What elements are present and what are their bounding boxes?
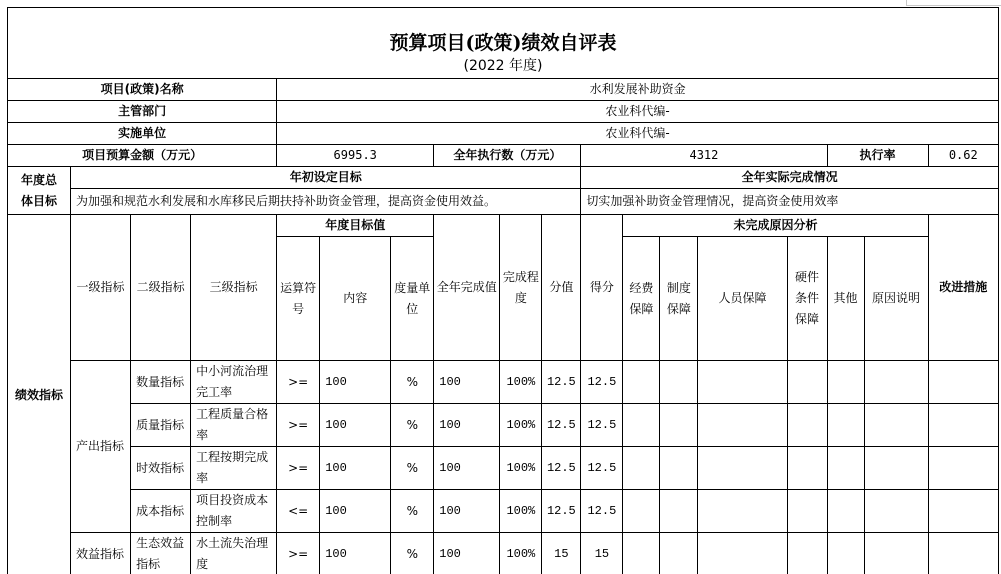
header-completion: 完成程度 [500, 215, 542, 361]
actual-goal-header: 全年实际完成情况 [581, 167, 999, 189]
empty-cell[interactable] [864, 404, 928, 447]
value-cell[interactable]: 100 [434, 490, 500, 533]
table-row [8, 404, 999, 447]
score-value-cell[interactable]: 15 [542, 533, 581, 574]
header-improve: 改进措施 [928, 215, 998, 361]
header-annual-target: 年度目标值 [277, 215, 434, 237]
level3-cell[interactable]: 中小河流治理完工率 [191, 361, 277, 404]
content-cell[interactable]: 100 [320, 361, 391, 404]
level2-cell[interactable]: 生态效益指标 [131, 533, 191, 574]
evaluation-form [7, 7, 999, 574]
cell-selection-corner [906, 0, 1001, 6]
header-reason-desc: 原因说明 [864, 237, 928, 361]
exec-rate-value[interactable]: 0.62 [928, 145, 998, 167]
completion-cell[interactable]: 100% [500, 447, 542, 490]
project-name-value[interactable]: 水利发展补助资金 [277, 79, 999, 101]
table-row [8, 490, 999, 533]
value-cell[interactable]: 100 [434, 533, 500, 574]
value-cell[interactable]: 100 [434, 361, 500, 404]
empty-cell[interactable] [698, 447, 787, 490]
completion-cell[interactable]: 100% [500, 490, 542, 533]
level1-output[interactable]: 产出指标 [71, 361, 131, 533]
page-title: 预算项目(政策)绩效自评表 [8, 8, 999, 55]
operator-cell[interactable]: >= [277, 533, 320, 574]
level1-benefit[interactable]: 效益指标 [71, 533, 131, 574]
score-value-cell[interactable]: 12.5 [542, 361, 581, 404]
score-cell[interactable]: 15 [581, 533, 623, 574]
empty-cell[interactable] [928, 361, 998, 404]
empty-cell[interactable] [660, 404, 698, 447]
unit-cell[interactable]: % [391, 533, 434, 574]
content-cell[interactable]: 100 [320, 533, 391, 574]
score-cell[interactable]: 12.5 [581, 447, 623, 490]
header-level3: 三级指标 [191, 215, 277, 361]
score-cell[interactable]: 12.5 [581, 490, 623, 533]
empty-cell[interactable] [660, 361, 698, 404]
operator-cell[interactable]: >= [277, 447, 320, 490]
empty-cell[interactable] [660, 447, 698, 490]
header-unit: 度量单位 [391, 237, 434, 361]
unit-cell[interactable]: % [391, 490, 434, 533]
level2-cell[interactable]: 质量指标 [131, 404, 191, 447]
header-reasons: 未完成原因分析 [623, 215, 928, 237]
exec-amount-value[interactable]: 4312 [581, 145, 827, 167]
header-hardware: 硬件条件保障 [787, 237, 827, 361]
dept-label: 主管部门 [8, 101, 277, 123]
sheet-top-margin [0, 0, 1001, 7]
completion-cell[interactable]: 100% [500, 404, 542, 447]
unit-cell[interactable]: % [391, 361, 434, 404]
empty-cell[interactable] [928, 533, 998, 574]
empty-cell[interactable] [928, 447, 998, 490]
empty-cell[interactable] [787, 404, 827, 447]
header-other: 其他 [827, 237, 864, 361]
empty-cell[interactable] [864, 361, 928, 404]
empty-cell[interactable] [698, 361, 787, 404]
level2-cell[interactable]: 数量指标 [131, 361, 191, 404]
empty-cell[interactable] [827, 533, 864, 574]
budget-label: 项目预算金额（万元） [8, 145, 277, 167]
exec-rate-label: 执行率 [827, 145, 928, 167]
annual-goal-label-line1: 年度总 [21, 172, 58, 187]
planned-goal-header: 年初设定目标 [71, 167, 581, 189]
operator-cell[interactable]: <= [277, 490, 320, 533]
annual-goal-label-line2: 体目标 [21, 193, 58, 208]
dept-value[interactable]: 农业科代编- [277, 101, 999, 123]
header-system: 制度保障 [660, 237, 698, 361]
unit-cell[interactable]: % [391, 404, 434, 447]
content-cell[interactable]: 100 [320, 404, 391, 447]
empty-cell[interactable] [698, 404, 787, 447]
level3-cell[interactable]: 工程按期完成率 [191, 447, 277, 490]
operator-cell[interactable]: >= [277, 361, 320, 404]
header-personnel: 人员保障 [698, 237, 787, 361]
actual-goal-text[interactable]: 切实加强补助资金管理情况，提高资金使用效率 [581, 189, 999, 215]
project-name-label: 项目(政策)名称 [8, 79, 277, 101]
empty-cell[interactable] [864, 490, 928, 533]
empty-cell[interactable] [698, 490, 787, 533]
empty-cell[interactable] [660, 490, 698, 533]
empty-cell[interactable] [698, 533, 787, 574]
evaluation-table [7, 7, 999, 574]
empty-cell[interactable] [787, 490, 827, 533]
empty-cell[interactable] [827, 361, 864, 404]
empty-cell[interactable] [864, 447, 928, 490]
fiscal-year: (2022 年度) [8, 54, 999, 79]
score-value-cell[interactable]: 12.5 [542, 490, 581, 533]
header-score-value: 分值 [542, 215, 581, 361]
header-score: 得分 [581, 215, 623, 361]
empty-cell[interactable] [787, 533, 827, 574]
level2-cell[interactable]: 时效指标 [131, 447, 191, 490]
completion-cell[interactable]: 100% [500, 361, 542, 404]
empty-cell[interactable] [623, 404, 660, 447]
empty-cell[interactable] [827, 447, 864, 490]
empty-cell[interactable] [827, 404, 864, 447]
score-value-cell[interactable]: 12.5 [542, 447, 581, 490]
unit-cell[interactable]: % [391, 447, 434, 490]
empty-cell[interactable] [787, 447, 827, 490]
value-cell[interactable]: 100 [434, 447, 500, 490]
header-operator: 运算符号 [277, 237, 320, 361]
header-content: 内容 [320, 237, 391, 361]
planned-goal-text[interactable]: 为加强和规范水利发展和水库移民后期扶持补助资金管理，提高资金使用效益。 [71, 189, 581, 215]
empty-cell[interactable] [787, 361, 827, 404]
empty-cell[interactable] [827, 490, 864, 533]
completion-cell[interactable]: 100% [500, 533, 542, 574]
impl-unit-value[interactable]: 农业科代编- [277, 123, 999, 145]
empty-cell[interactable] [623, 490, 660, 533]
annual-goal-label [8, 167, 71, 215]
header-full-year-value: 全年完成值 [434, 215, 500, 361]
table-row [8, 533, 999, 574]
empty-cell[interactable] [928, 490, 998, 533]
indicators-section-label: 绩效指标 [8, 215, 71, 574]
header-funding: 经费保障 [623, 237, 660, 361]
header-level1: 一级指标 [71, 215, 131, 361]
level2-cell[interactable]: 成本指标 [131, 490, 191, 533]
budget-value[interactable]: 6995.3 [277, 145, 434, 167]
level3-cell[interactable]: 工程质量合格率 [191, 404, 277, 447]
operator-cell[interactable]: >= [277, 404, 320, 447]
score-cell[interactable]: 12.5 [581, 404, 623, 447]
empty-cell[interactable] [660, 533, 698, 574]
empty-cell[interactable] [864, 533, 928, 574]
level3-cell[interactable]: 水土流失治理度 [191, 533, 277, 574]
empty-cell[interactable] [623, 533, 660, 574]
empty-cell[interactable] [928, 404, 998, 447]
impl-unit-label: 实施单位 [8, 123, 277, 145]
exec-amount-label: 全年执行数（万元） [434, 145, 581, 167]
value-cell[interactable]: 100 [434, 404, 500, 447]
score-cell[interactable]: 12.5 [581, 361, 623, 404]
header-level2: 二级指标 [131, 215, 191, 361]
score-value-cell[interactable]: 12.5 [542, 404, 581, 447]
empty-cell[interactable] [623, 447, 660, 490]
level3-cell[interactable]: 项目投资成本控制率 [191, 490, 277, 533]
content-cell[interactable]: 100 [320, 447, 391, 490]
content-cell[interactable]: 100 [320, 490, 391, 533]
table-row [8, 447, 999, 490]
empty-cell[interactable] [623, 361, 660, 404]
table-row [8, 361, 999, 404]
